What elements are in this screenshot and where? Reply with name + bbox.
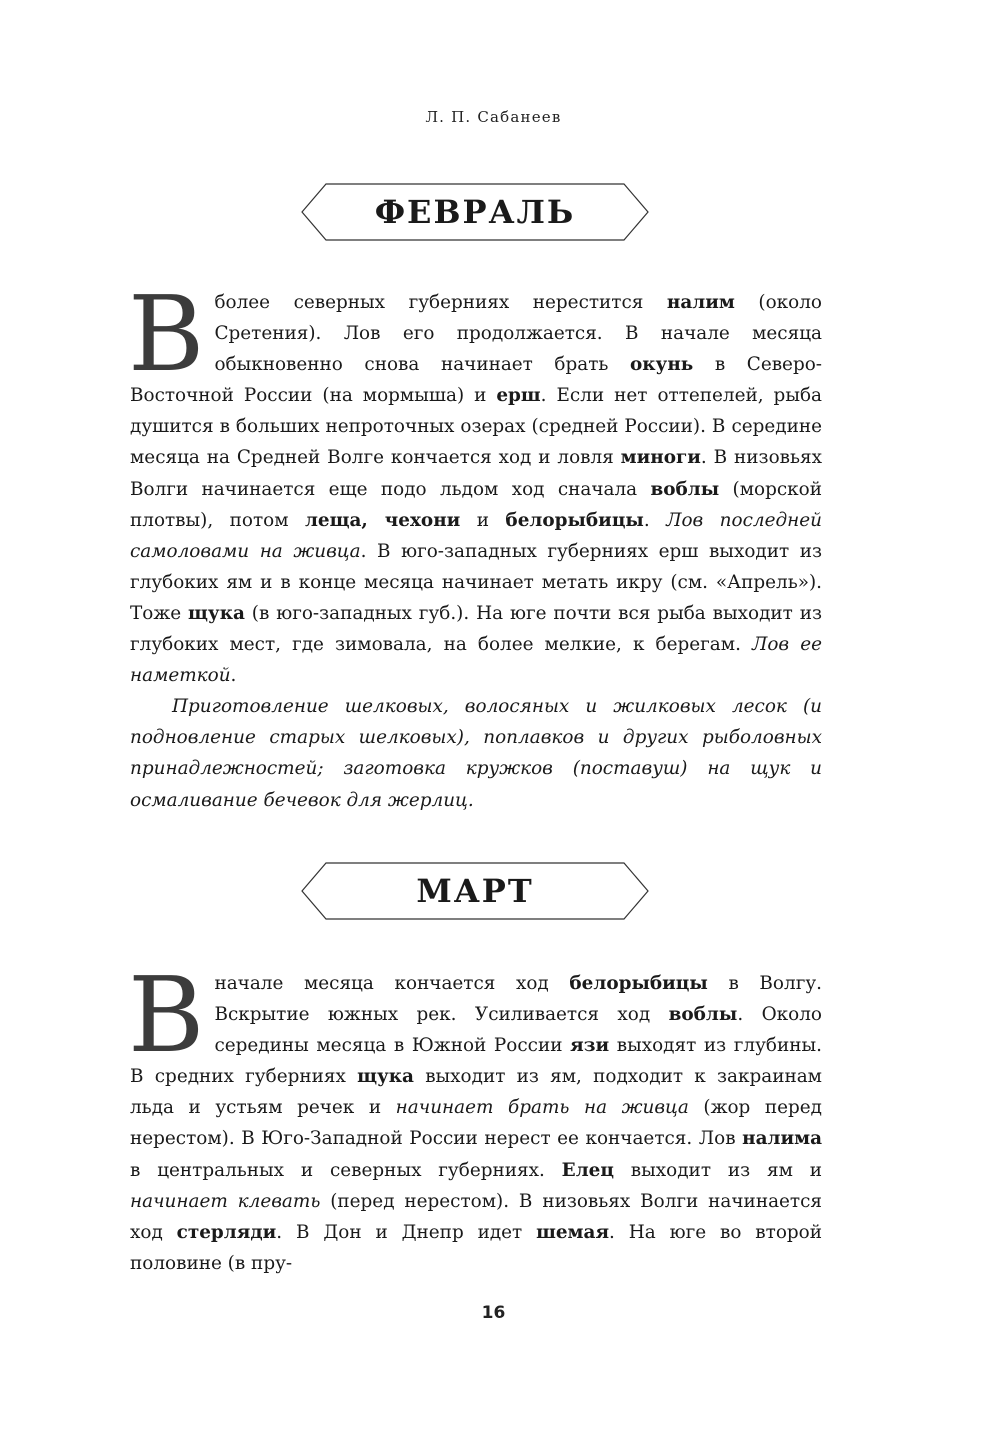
text-run: в Волгу. Вскрытие южных рек. Усиливается ход [214, 973, 822, 1026]
running-head-author: Л. П. Сабанеев [425, 108, 562, 126]
text-run: в центральных и северных губерниях. [130, 1159, 562, 1181]
bold-term: щука [188, 602, 245, 624]
bold-term: воблы [668, 1004, 738, 1026]
italic-phrase: начинает клевать [130, 1190, 321, 1212]
bold-term: белорыбицы [569, 973, 708, 994]
bold-term: щука [357, 1066, 414, 1088]
italic-phrase: Приготовление шелковых, волосяных и жилковых лесок (и подновление старых шелковых), поплавков и других рыболовных принадлежностей; заготовка кружков (поставуш) на щук и осмаливание бечевок для жерлиц. [130, 696, 822, 811]
text-run: . На юге во второй половине (в пру- [130, 1221, 822, 1274]
italic-phrase: Лов последней самоловами на живца [130, 509, 822, 562]
text-run: более северных губерниях нерестится [214, 292, 667, 313]
paragraph [128, 954, 823, 1279]
text-run: начале месяца кончается ход [214, 973, 570, 994]
bold-term: стерляди [176, 1221, 277, 1243]
text-run: . В Дон и Днепр идет [276, 1221, 537, 1243]
bold-term: налим [666, 292, 735, 313]
text-run: выходит из ям и [613, 1159, 822, 1181]
text-run: . [230, 665, 237, 687]
bold-term: Елец [561, 1159, 614, 1181]
text-run: (перед нерестом). В низовьях Волги начинается ход [130, 1190, 822, 1243]
text-run: . В юго-западных губерниях ерш выходит из глубоких ям и в конце месяца начинает метать икру (см. «Апрель»). Тоже [130, 540, 822, 624]
text-run: в Северо-Восточной России (на мормыша) и [130, 354, 822, 407]
section-banner-february [300, 183, 650, 241]
bold-term: язи [570, 1035, 610, 1057]
rich-text [128, 954, 823, 1274]
section-march [128, 954, 823, 1279]
rich-text [128, 273, 823, 687]
text-run: . В низовьях Волги начинается еще подо льдом ход сначала [130, 447, 822, 500]
text-run: (около Сретения). Лов его продолжается. В начале месяца обыкновенно снова начинает брать [214, 292, 822, 376]
bold-term: леща, чехони [304, 509, 461, 531]
drop-cap: В [128, 954, 205, 1076]
bold-term: белорыбицы [505, 509, 644, 531]
text-run: выходят из глубины. В средних губерниях [130, 1035, 822, 1088]
text-run: (морской плотвы), потом [130, 478, 823, 531]
section-title: МАРТ [416, 872, 534, 910]
page-number: 16 [481, 1303, 506, 1323]
text-run: (жор перед нерестом). В Юго-Западной России нерест ее кончается. Лов [130, 1097, 823, 1150]
bold-term: окунь [630, 354, 694, 376]
text-run: . Если нет оттепелей, рыба душится в больших непроточных озерах (средней России). В середине месяца на Средней Волге кончается ход и ловля [130, 385, 822, 469]
bold-term: миноги [620, 447, 701, 469]
italic-phrase: Лов ее наметкой [130, 634, 822, 687]
section-banner-march [300, 862, 650, 920]
text-run: . Около середины месяца в Южной России [214, 1004, 822, 1057]
text-run: . [643, 509, 667, 531]
drop-cap: В [128, 273, 205, 395]
paragraph [128, 273, 823, 691]
section-february [128, 273, 823, 816]
bold-term: налима [742, 1128, 822, 1150]
italic-phrase: начинает брать на живца [395, 1097, 689, 1119]
rich-text [130, 696, 822, 810]
text-run: и [460, 509, 506, 531]
bold-term: шемая [536, 1221, 610, 1243]
paragraph [130, 691, 822, 815]
bold-term: воблы [650, 478, 720, 500]
bold-term: ерш [496, 385, 541, 407]
text-run: выходит из ям, подходит к закраинам льда и устьям речек и [130, 1066, 822, 1119]
section-title: ФЕВРАЛЬ [374, 193, 576, 231]
text-run: (в юго-западных губ.). На юге почти вся рыба выходит из глубоких мест, где зимовала, на более мелкие, к берегам. [130, 602, 822, 656]
